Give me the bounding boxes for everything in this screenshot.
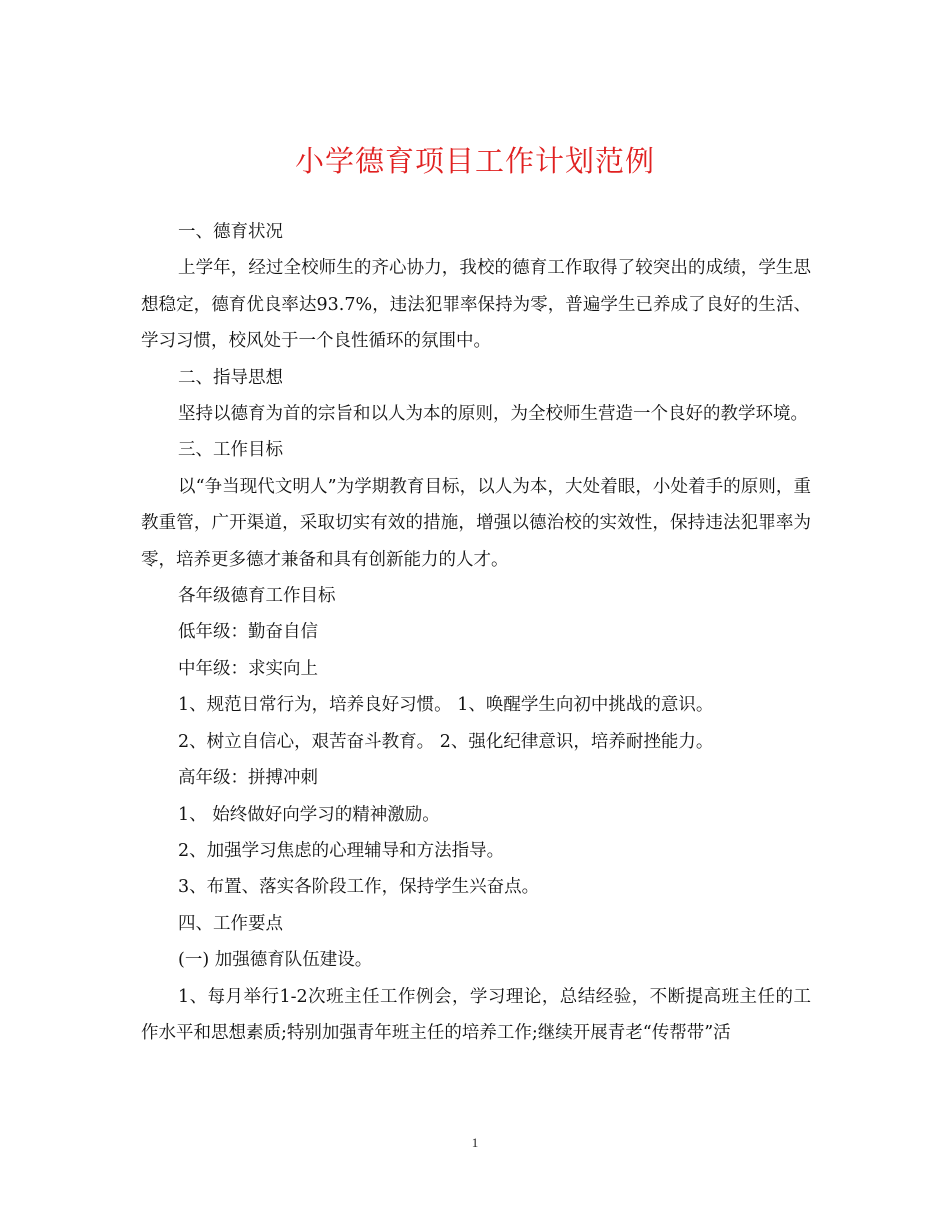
paragraph: 高年级：拼搏冲刺 [178,768,318,789]
paragraph: 上学年，经过全校师生的齐心协力，我校的德育工作取得了较突出的成绩，学生思想稳定，德育优良率达93.7%，违法犯罪率保持为零，普遍学生已养成了良好的生活、学习习惯，校风处于一个良性循环的氛围中。 [141,258,811,352]
paragraph: 低年级：勤奋自信 [178,622,318,643]
paragraph: 以“争当现代文明人”为学期教育目标，以人为本，大处着眼，小处着手的原则，重教重管，广开渠道，采取切实有效的措施，增强以德治校的实效性，保持违法犯罪率为零，培养更多德才兼备和具有创新能力的人才。 [141,476,811,570]
list-item: 1、 始终做好向学习的精神激励。 [178,804,440,825]
paragraph: 中年级：求实向上 [178,658,318,679]
list-item: 2、加强学习焦虑的心理辅导和方法指导。 [178,840,505,861]
section-heading-4: 四、工作要点 [178,913,283,934]
paragraph: 各年级德育工作目标 [178,586,336,607]
list-item: 3、布置、落实各阶段工作，保持学生兴奋点。 [178,877,540,898]
list-item: 1、规范日常行为，培养良好习惯。 1、唤醒学生向初中挑战的意识。 [178,695,714,716]
list-item: 2、树立自信心，艰苦奋斗教育。 2、强化纪律意识，培养耐挫能力。 [178,731,714,752]
section-heading-3: 三、工作目标 [178,440,283,461]
document-title: 小学德育项目工作计划范例 [294,144,655,178]
page-number: 1 [471,1135,479,1150]
document-body [141,214,811,1051]
section-heading-2: 二、指导思想 [178,367,283,388]
paragraph: 坚持以德育为首的宗旨和以人为本的原则，为全校师生营造一个良好的教学环境。 [178,404,808,425]
subsection-heading: (一) 加强德育队伍建设。 [178,950,373,971]
paragraph: 1、每月举行1-2次班主任工作例会，学习理论，总结经验，不断提高班主任的工作水平和思想素质;特别加强青年班主任的培养工作;继续开展青老“传帮带”活 [141,986,811,1043]
section-heading-1: 一、德育状况 [178,222,283,242]
